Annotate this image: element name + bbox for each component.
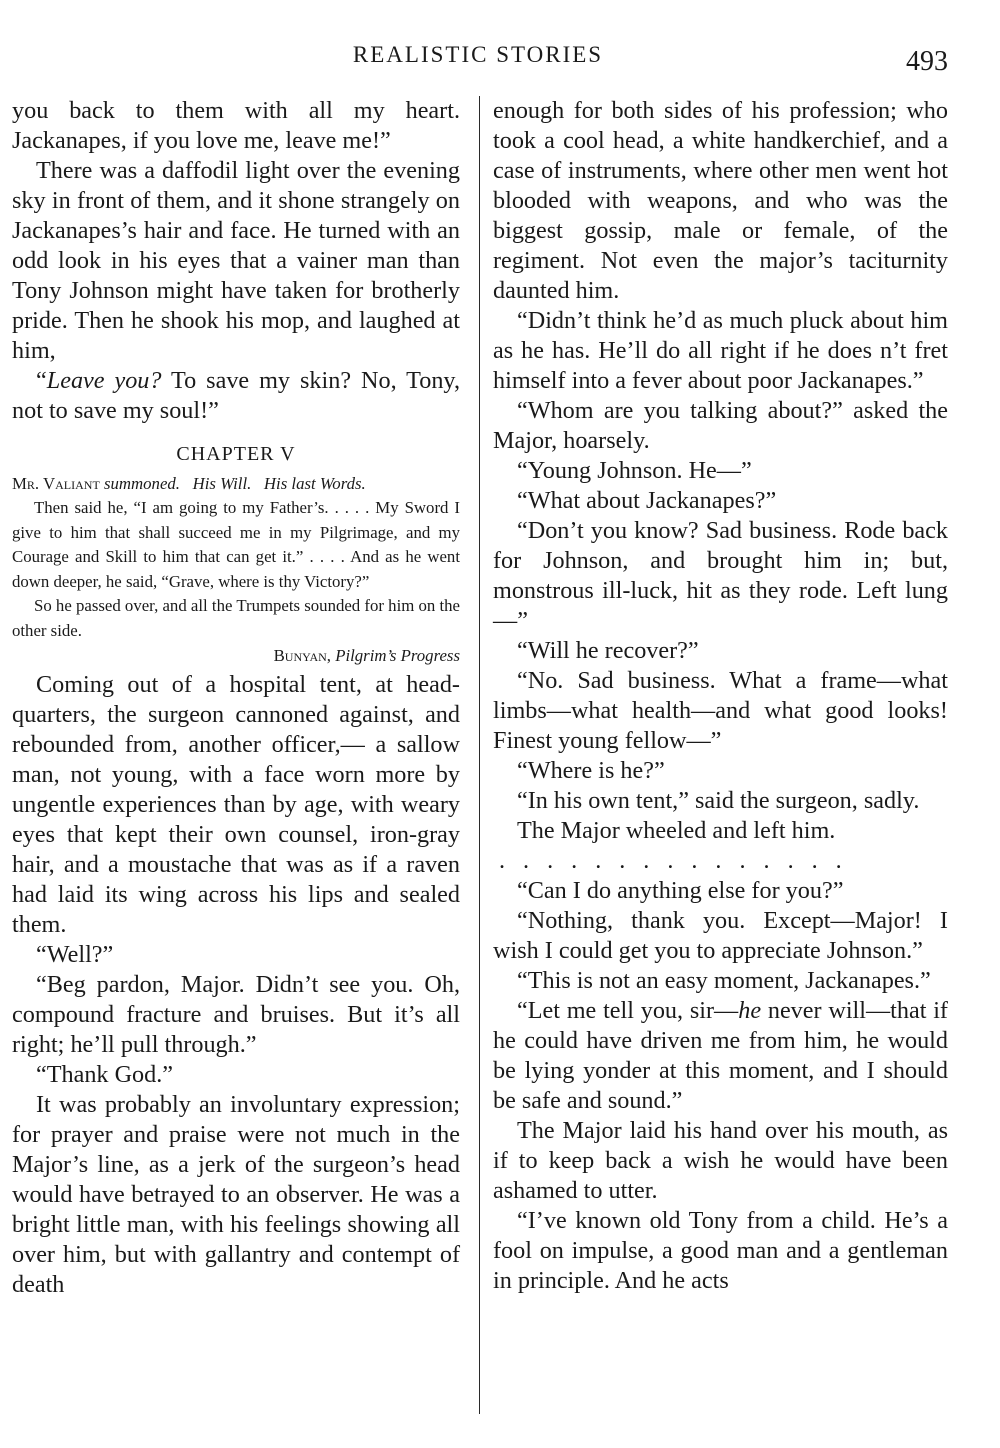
epigraph-title: Pilgrim’s Progress	[335, 645, 460, 665]
paragraph: “Beg pardon, Major. Didn’t see you. Oh, compound fracture and bruises. But it’s all right; he’ll pull through.”	[12, 970, 460, 1058]
text-span: never will—that if he could have driven me from him, he would be lying yonder at this moment, and I should be safe and sound.”	[493, 997, 948, 1114]
section-separator: ...............	[499, 847, 860, 874]
chapter-synopsis	[12, 472, 460, 496]
paragraph: “I’ve known old Tony from a child. He’s a fool on impulse, a good man and a gentleman in principle. And he acts	[493, 1207, 948, 1294]
paragraph: “No. Sad business. What a frame—what limbs—what health—and what good looks! Finest young fellow—”	[493, 667, 948, 754]
paragraph: “Will he recover?”	[517, 637, 699, 664]
paragraph: enough for both sides of his profession; who took a cool head, a white handkerchief, and a case of instruments, where other men went hot blooded with weapons, and who was the biggest gossip, male or female, of the regiment. Not even the major’s taciturnity daunted him.	[493, 97, 948, 304]
page-number: 493	[906, 46, 948, 77]
text-span: “	[36, 367, 47, 394]
running-head-title: REALISTIC STORIES	[352, 42, 604, 67]
paragraph: “Don’t you know? Sad business. Rode back for Johnson, and brought him in; but, monstrous ill-luck, hit as they rode. Left lung—”	[493, 517, 948, 634]
paragraph: “In his own tent,” said the surgeon, sadly.	[517, 787, 920, 814]
column-divider	[479, 96, 480, 1414]
epigraph-attribution	[12, 644, 460, 668]
paragraph: “Well?”	[36, 940, 114, 968]
left-column	[12, 96, 460, 1300]
paragraph: There was a daffodil light over the evening sky in front of them, and it shone strangely on Jackanapes’s hair and face. He turned with an odd look in his eyes that a vainer man than Tony Johnson might have taken for brotherly pride. Then he shook his mop, and laughed at him,	[12, 157, 460, 364]
epigraph-paragraph: Then said he, “I am going to my Father’s. . . . . My Sword I give to him that shall succeed me in my Pilgrimage, and my Courage and Skill to him that can get it.” . . . . And as he went down deeper, he said, “Grave, where is thy Victory?”	[12, 498, 460, 591]
synopsis-text: His Will.	[192, 474, 252, 493]
chapter-heading: CHAPTER V	[176, 443, 296, 465]
paragraph: It was probably an involuntary expression; for prayer and praise were not much in the Major’s line, as a jerk of the surgeon’s head would have betrayed to an observer. He was a bright little man, with his feelings showing all over him, but with gallantry and contempt of death	[12, 1090, 460, 1298]
paragraph: “Young Johnson. He—”	[517, 457, 752, 484]
right-column	[493, 96, 948, 1296]
paragraph: “Can I do anything else for you?”	[517, 877, 844, 904]
synopsis-text: His last Words.	[263, 474, 366, 493]
synopsis-text: summoned.	[104, 474, 180, 493]
paragraph: The Major laid his hand over his mouth, as if to keep back a wish he would have been ashamed to utter.	[493, 1117, 948, 1204]
paragraph: “Didn’t think he’d as much pluck about him as he has. He’ll do all right if he does n’t fret himself into a fever about poor Jackanapes.”	[493, 307, 948, 394]
paragraph: The Major wheeled and left him.	[517, 817, 836, 844]
epigraph-author: Bunyan,	[273, 645, 331, 665]
italic-text: he	[738, 997, 762, 1024]
paragraph: “Nothing, thank you. Except—Major! I wish I could get you to appreciate Johnson.”	[493, 907, 948, 964]
synopsis-name: Mr. Valiant	[12, 474, 100, 493]
paragraph: “What about Jackanapes?”	[517, 487, 777, 514]
running-head	[0, 40, 1000, 80]
text-span: “Let me tell you, sir—	[517, 997, 739, 1024]
italic-text: Leave you?	[46, 367, 162, 394]
paragraph: Coming out of a hospital tent, at head-quarters, the surgeon cannoned against, and rebounded from, another officer,— a sallow man, not young, with a face worn more by ungentle experiences than by age, with weary eyes that kept their own counsel, iron-gray hair, and a moustache that was as if a raven had laid its wing across his lips and sealed them.	[12, 670, 460, 938]
paragraph: you back to them with all my heart. Jackanapes, if you love me, leave me!”	[12, 97, 460, 154]
paragraph: “Whom are you talking about?” asked the Major, hoarsely.	[493, 397, 948, 454]
paragraph	[493, 996, 948, 1116]
paragraph: “Where is he?”	[517, 757, 665, 784]
text-span: To save my skin? No, Tony, not to save my soul!”	[12, 367, 460, 424]
paragraph	[12, 366, 460, 426]
paragraph: “Thank God.”	[36, 1060, 174, 1088]
epigraph-paragraph: So he passed over, and all the Trumpets sounded for him on the other side.	[12, 596, 460, 640]
paragraph: “This is not an easy moment, Jackanapes.”	[517, 967, 931, 994]
